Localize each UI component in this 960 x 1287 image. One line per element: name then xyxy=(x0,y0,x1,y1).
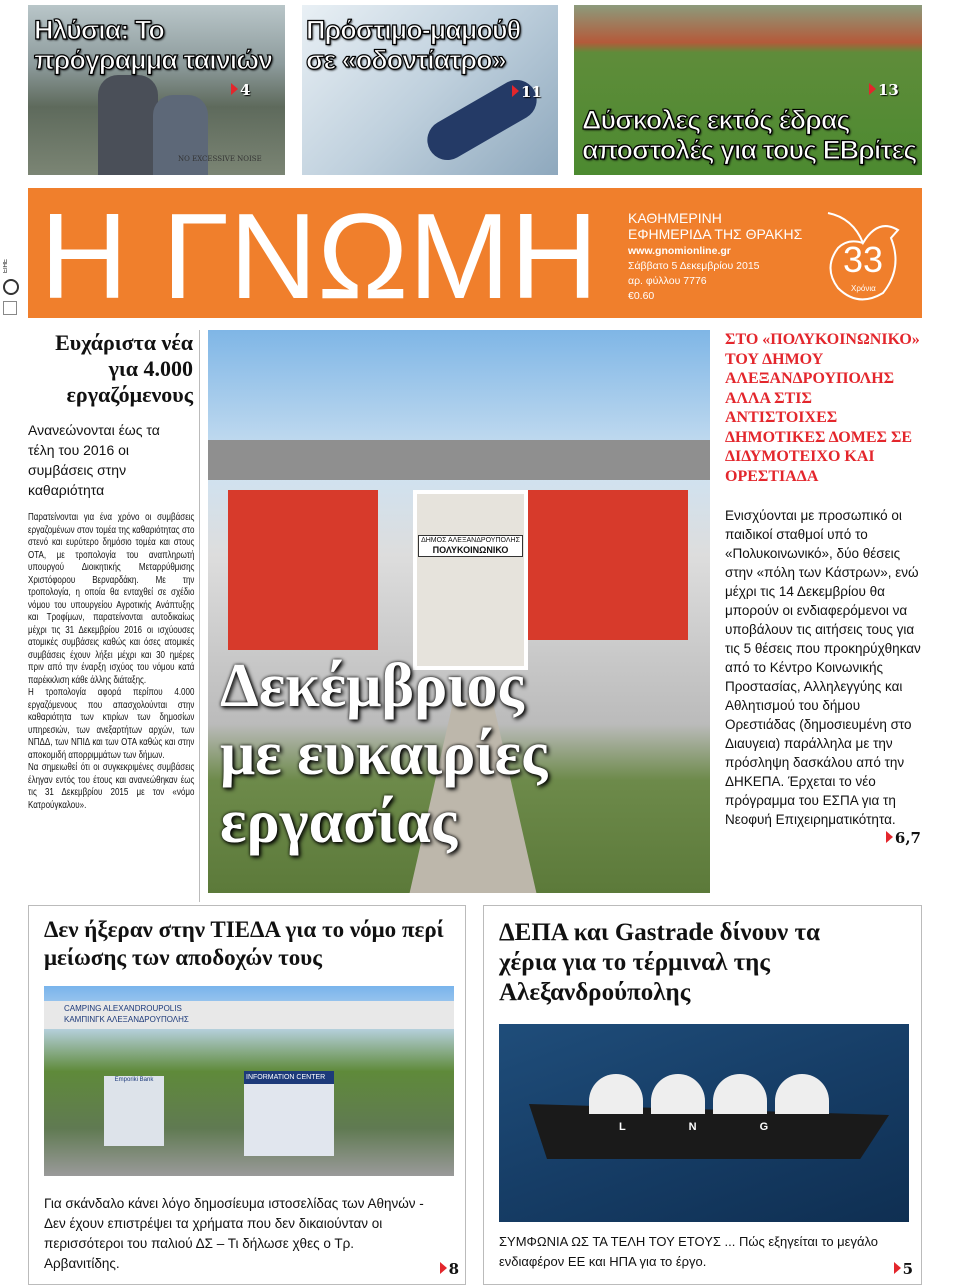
page-ref: 4 xyxy=(231,81,250,99)
teaser-photo-figures xyxy=(153,95,208,175)
seal-icon xyxy=(3,279,19,295)
story-kicker: ΣΤΟ «ΠΟΛΥΚΟΙΝΩΝΙΚΟ» ΤΟΥ ΔΗΜΟΥ ΑΛΕΞΑΝΔΡΟΥΠΟΛΗΣ ΑΛΛΑ ΣΤΙΣ ΑΝΤΙΣΤΟΙΧΕΣ ΔΗΜΟΤΙΚΕΣ ΔΟΜΕΣ ΣΕ ΔΙΔΥΜΟΤΕΙΧΟ ΚΑΙ ΟΡΕΣΤΙΑΔΑ xyxy=(725,331,920,485)
page-ref: 11 xyxy=(512,83,542,101)
entrance-sign xyxy=(418,535,523,557)
paragraph: Η τροπολογία αφορά περίπου 4.000 εργαζόμενους που απασχολούνται στην καθαριότητα των κτιρίων των δημοσίων υπηρεσιών, των ανεξαρτήτων αρχών, των ΝΠΔΔ, των ΝΠΙΔ και των ΟΤΑ καθώς και στην αποκομιδή απορριμμάτων των δήμων. xyxy=(28,687,195,761)
sign-text: CAMPING ALEXANDROUPOLIS xyxy=(64,1004,182,1013)
headline-line: εργασίας xyxy=(220,788,457,856)
bottom-left-story[interactable] xyxy=(28,905,466,1285)
story-subhead: Ανανεώνονται έως τα τέλη του 2016 οι συμβάσεις στην καθαριότητα xyxy=(28,422,160,498)
publisher-logos xyxy=(3,245,21,320)
headline-line: με ευκαιρίες xyxy=(220,720,548,788)
side-logo: ΕΙΗΕ xyxy=(3,258,9,273)
photo-tanks xyxy=(589,1074,829,1114)
paragraph: Παρατείνονται για ένα χρόνο οι συμβάσεις εργαζομένων στον τομέα της καθαριότητας στο στενό και ευρύτερο δημόσιο τομέα και στους ΟΤΑ, με τροπολογία του αναπληρωτή υπουργού Διοικητικής Μεταρρύθμισης Χριστόφορου Βερναρδάκη. Με την τροπολογία, η οποία θα ενταχθεί σε σχέδιο νόμου του υπουργείου Αγροτικής Ανάπτυξης και Τροφίμων, παρατείνονται αυτοδικαίως μέχρι τις 31 Δεκεμβρίου 2016 οι ισχύουσες ατομικές συμβάσεις καθώς και όσες ατομικές συμβάσεις έχουν λήξει μέχρι και 30 ημέρες πριν από την έναρξη ισχύος του νόμου κατά παρέκκλιση κάθε άλλης διάταξης. xyxy=(28,512,195,686)
teaser-photo-figures xyxy=(98,75,158,175)
story-body: Ενισχύονται με προσωπικό οι παιδικοί σταθμοί υπό το «Πολυκοινωνικό», δύο θέσεις στην «πόλη των Κάστρων», ενώ μέχρι τις 14 Δεκεμβρίου θα μπορούν οι ενδιαφερόμενοι να υποβάλουν τις αιτήσεις τους για τις 5 θέσεις που προκηρύχθηκαν από το Κέντρο Κοινωνικής Προστασίας, Αλληλεγγύης και Αθλητισμού του δήμου Ορεστιάδας (δημοσιευμένη στο Διαυγεια) παράλληλα με την πρόσληψη δασκάλου από την ΔΗΚΕΠΑ. Έρχεται το νέο πρόγραμμα του ΕΣΠΑ για τη Νεοφυή Επιχειρηματικότητα. xyxy=(725,508,921,827)
photo-text: NO EXCESSIVE NOISE xyxy=(178,155,262,163)
story-headline: Ευχάριστα νέα για 4.000 εργαζόμενους xyxy=(55,330,193,407)
teaser-dentist[interactable] xyxy=(302,5,558,175)
masthead-info xyxy=(628,210,802,304)
anniversary-number: 33 xyxy=(843,239,884,280)
anniversary-label: Χρόνια xyxy=(851,284,876,293)
newspaper-logo[interactable]: Η ΓΝΩΜΗ xyxy=(40,188,599,324)
anniversary-dove-icon xyxy=(823,208,903,303)
website-link[interactable]: www.gnomionline.gr xyxy=(628,245,731,257)
story-photo xyxy=(44,986,454,1176)
bottom-right-story[interactable] xyxy=(483,905,922,1285)
sign-text: INFORMATION CENTER xyxy=(244,1071,334,1084)
masthead xyxy=(28,188,922,324)
photo-canopy xyxy=(44,1001,454,1029)
building-roof xyxy=(208,440,710,480)
story-body: Για σκάνδαλο κάνει λόγο δημοσίευμα ιστοσελίδας των Αθηνών - Δεν έχουν επιστρέψει τα χρήματα που δεν δικαιούνταν οι περισσότεροι του παλιού ΔΣ – Τι δήλωσε χθες ο Τρ. Αρβανιτίδης. xyxy=(44,1196,424,1271)
story-photo xyxy=(499,1024,909,1222)
teaser-headline: Πρόστιμο-μαμούθ σε «οδοντίατρο» xyxy=(306,15,521,75)
page-ref: 6,7 xyxy=(886,829,921,847)
building-entrance xyxy=(413,490,528,670)
page-ref: 8 xyxy=(440,1260,459,1278)
right-story[interactable] xyxy=(725,330,921,848)
photo-info-booth xyxy=(244,1071,334,1156)
badge-icon xyxy=(3,301,17,315)
teaser-cinema[interactable] xyxy=(28,5,285,175)
photo-kiosk: Emporiki Bank xyxy=(104,1076,164,1146)
story-headline: Δεν ήξεραν στην ΤΙΕΔΑ για το νόμο περί μείωσης των αποδοχών τους xyxy=(44,917,444,970)
sign-text: ΚΑΜΠΙΝΓΚ ΑΛΕΞΑΝΔΡΟΥΠΟΛΗΣ xyxy=(64,1015,189,1024)
teaser-football[interactable] xyxy=(574,5,922,175)
page-ref: 5 xyxy=(894,1260,913,1278)
issue-date: Σάββατο 5 Δεκεμβρίου 2015 xyxy=(628,260,760,272)
building-wall-right xyxy=(528,490,688,640)
photo-text: L N G xyxy=(619,1121,799,1133)
teaser-headline: Δύσκολες εκτός έδρας αποστολές για τους ΕΒρίτες xyxy=(582,105,917,165)
issue-number: αρ. φύλλου 7776 xyxy=(628,275,707,287)
teaser-headline: Ηλύσια: Το πρόγραμμα ταινιών xyxy=(34,15,273,75)
sign-text: ΠΟΛΥΚΟΙΝΩΝΙΚΟ xyxy=(432,545,509,555)
building-wall-left xyxy=(228,490,378,650)
story-headline: ΔΕΠΑ και Gastrade δίνουν τα χέρια για το τέρμιναλ της Αλεξανδρούπολης xyxy=(499,919,820,1006)
paragraph: Να σημειωθεί ότι οι συγκεκριμένες συμβάσεις έληγαν εντός του έτους και ανανεώθηκαν έως τις 31 Δεκεμβρίου 2015 με τον «νόμο Κατρούγκαλου». xyxy=(28,762,195,811)
page-ref: 13 xyxy=(869,81,899,99)
headline-line: Δεκέμβριος xyxy=(220,652,524,720)
sign-text: ΔΗΜΟΣ ΑΛΕΞΑΝΔΡΟΥΠΟΛΗΣ xyxy=(421,537,520,544)
story-body xyxy=(28,512,194,812)
tagline: ΕΦΗΜΕΡΙΔΑ ΤΗΣ ΘΡΑΚΗΣ xyxy=(628,226,803,242)
story-body: ΣΥΜΦΩΝΙΑ ΩΣ ΤΑ ΤΕΛΗ ΤΟΥ ΕΤΟΥΣ ... Πώς εξηγείται το μεγάλο ενδιαφέρον ΕΕ και ΗΠΑ για το έργο. xyxy=(499,1234,879,1269)
tagline: ΚΑΘΗΜΕΡΙΝΗ xyxy=(628,210,722,226)
left-story[interactable] xyxy=(28,330,200,902)
main-story[interactable] xyxy=(208,330,710,893)
price: €0.60 xyxy=(628,290,655,302)
story-body-wrap xyxy=(28,512,194,812)
main-headline xyxy=(220,652,547,856)
